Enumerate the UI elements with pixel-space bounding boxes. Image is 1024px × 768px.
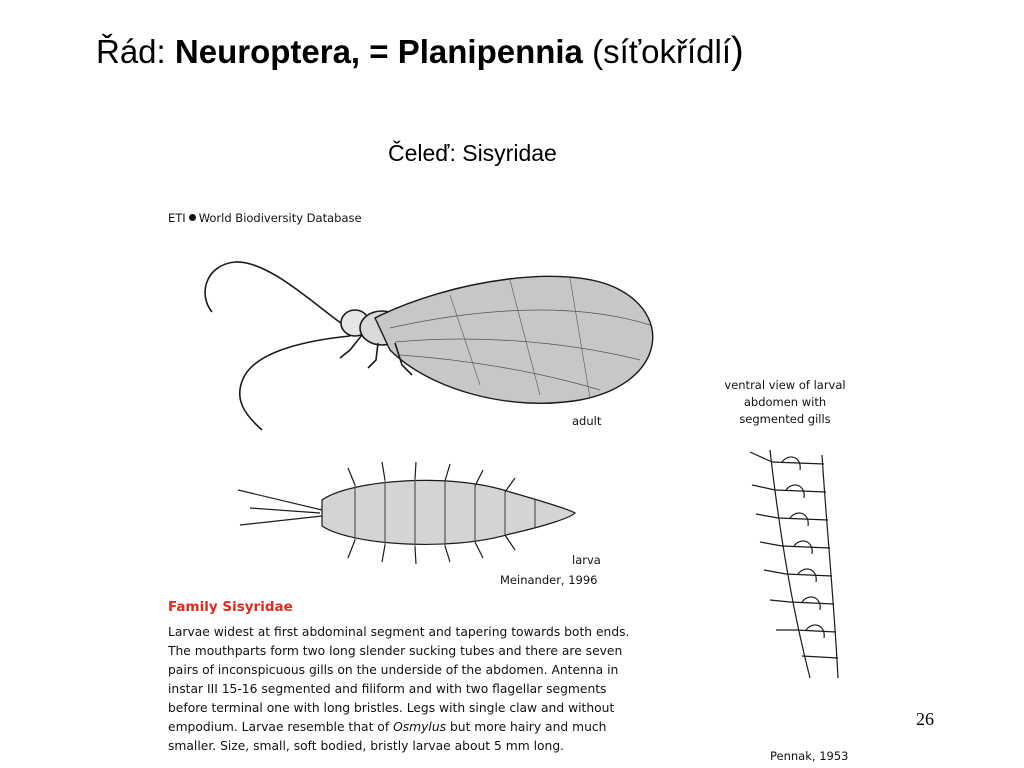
database-header — [168, 211, 362, 225]
description-line — [168, 718, 708, 737]
family-description — [168, 623, 708, 756]
description-line6-end: but more hairy and much — [449, 720, 607, 734]
osmylus-italic: Osmylus — [393, 720, 447, 734]
description-line: The mouthparts form two long slender sucking tubes and there are seven — [168, 644, 623, 658]
slide-title — [96, 30, 744, 73]
description-line: pairs of inconspicuous gills on the underside of the abdomen. Antenna in — [168, 663, 619, 677]
ventral-view-label: ventral view of larval abdomen with segmented gills — [724, 378, 846, 426]
title-czech-name: (síťokřídlí — [592, 33, 731, 70]
description-line: before terminal one with long bristles. Legs with single claw and without — [168, 701, 615, 715]
page-number: 26 — [916, 709, 934, 729]
adult-illustration — [205, 262, 653, 430]
ventral-view-illustration — [750, 450, 838, 678]
meinander-credit: Meinander, 1996 — [500, 573, 598, 587]
title-order-name: Neuroptera, = Planipennia — [174, 33, 583, 70]
family-subtitle: Čeleď: Sisyridae — [388, 140, 557, 166]
title-prefix: Řád: — [96, 33, 166, 70]
header-database-name: World Biodiversity Database — [198, 211, 362, 225]
description-line: smaller. Size, small, soft bodied, bristly larvae about 5 mm long. — [168, 739, 565, 753]
description-line: Larvae widest at first abdominal segment and tapering towards both ends. — [168, 625, 630, 639]
title-close-paren: ) — [731, 30, 744, 72]
larva-illustration — [238, 462, 575, 564]
larva-label: larva — [572, 553, 601, 567]
description-line: instar III 15-16 segmented and filiform and with two flagellar segments — [168, 682, 607, 696]
header-eti: ETI — [168, 211, 186, 225]
bullet-dot-icon — [189, 214, 196, 221]
adult-label: adult — [572, 414, 602, 428]
description-line6-start: empodium. Larvae resemble that of — [168, 720, 390, 734]
sisyridae-figure — [150, 200, 890, 768]
family-title: Family Sisyridae — [168, 599, 293, 615]
pennak-credit: Pennak, 1953 — [770, 749, 849, 763]
